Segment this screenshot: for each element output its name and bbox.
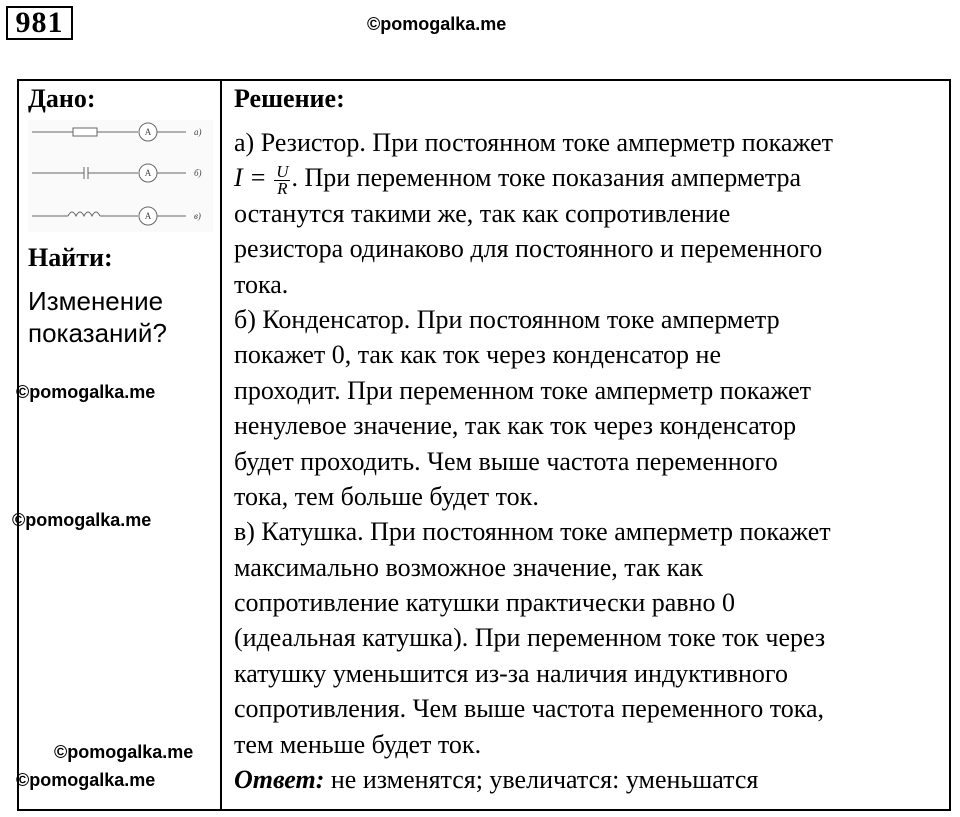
- solution-line: останутся такими же, так как сопротивление: [234, 198, 731, 228]
- solution-line: тока.: [234, 269, 289, 299]
- solution-line: проходит. При переменном токе амперметр покажет: [234, 375, 812, 405]
- solution-line-formula: [234, 160, 946, 198]
- answer-line: [234, 762, 946, 797]
- find-title: Найти:: [28, 243, 113, 272]
- solution-line: будет проходить. Чем выше частота переменного: [234, 446, 778, 476]
- formula-numerator: U: [276, 161, 289, 181]
- circuit-diagrams: [28, 120, 213, 232]
- coil-icon: [68, 212, 100, 216]
- given-title: Дано:: [28, 84, 96, 113]
- circuit-b: [32, 164, 186, 182]
- watermark: ©pomogalka.me: [54, 742, 194, 762]
- solution-line: резистора одинаково для постоянного и переменного: [234, 234, 823, 264]
- circuit-a: [32, 123, 186, 141]
- watermark: ©pomogalka.me: [16, 382, 156, 402]
- ammeter-label: A: [144, 127, 152, 137]
- answer-label: Ответ:: [234, 765, 325, 795]
- table-divider: [220, 79, 222, 811]
- formula-lhs: I =: [234, 163, 267, 193]
- ammeter-label: A: [144, 211, 152, 221]
- watermark: ©pomogalka.me: [16, 770, 156, 790]
- circuit-label: б): [194, 168, 202, 178]
- solution-line-rest: . При переменном токе показания амперметра: [291, 163, 802, 193]
- formula-denominator: R: [277, 178, 288, 198]
- solution-line: максимально возможное значение, так как: [234, 552, 704, 582]
- solution-line: покажет 0, так как ток через конденсатор не: [234, 340, 721, 370]
- solution-line: тока, тем больше будет ток.: [234, 481, 539, 511]
- problem-number: 981: [6, 6, 73, 40]
- find-text: [28, 285, 208, 349]
- ammeter-label: A: [144, 168, 152, 178]
- circuit-c: [32, 207, 186, 225]
- solution-line: б) Конденсатор. При постоянном токе амперметр: [234, 304, 780, 334]
- find-line: показаний?: [28, 318, 167, 348]
- answer-text: не изменятся; увеличатся: уменьшатся: [324, 765, 759, 795]
- circuit-label: в): [194, 211, 201, 221]
- solution-line: сопротивления. Чем выше частота переменного тока,: [234, 694, 825, 724]
- solution-line: (идеальная катушка). При переменном токе ток через: [234, 623, 826, 653]
- solution-line: в) Катушка. При постоянном токе амперметр покажет: [234, 517, 831, 547]
- solution-line: а) Резистор. При постоянном токе амперметр покажет: [234, 128, 833, 157]
- solution-line: катушку уменьшится из-за наличия индуктивного: [234, 658, 788, 688]
- find-line: Изменение: [28, 286, 164, 316]
- watermark: ©pomogalka.me: [367, 14, 507, 34]
- solution-line: сопротивление катушки практически равно 0: [234, 588, 735, 618]
- circuit-label: а): [194, 127, 202, 137]
- solution-line: тем меньше будет ток.: [234, 729, 482, 759]
- solution-line: ненулевое значение, так как ток через конденсатор: [234, 411, 797, 441]
- solution-title: Решение:: [234, 84, 345, 113]
- watermark: ©pomogalka.me: [12, 510, 152, 530]
- resistor-icon: [73, 128, 97, 136]
- solution-text: [234, 125, 946, 797]
- formula-fraction: [274, 161, 290, 198]
